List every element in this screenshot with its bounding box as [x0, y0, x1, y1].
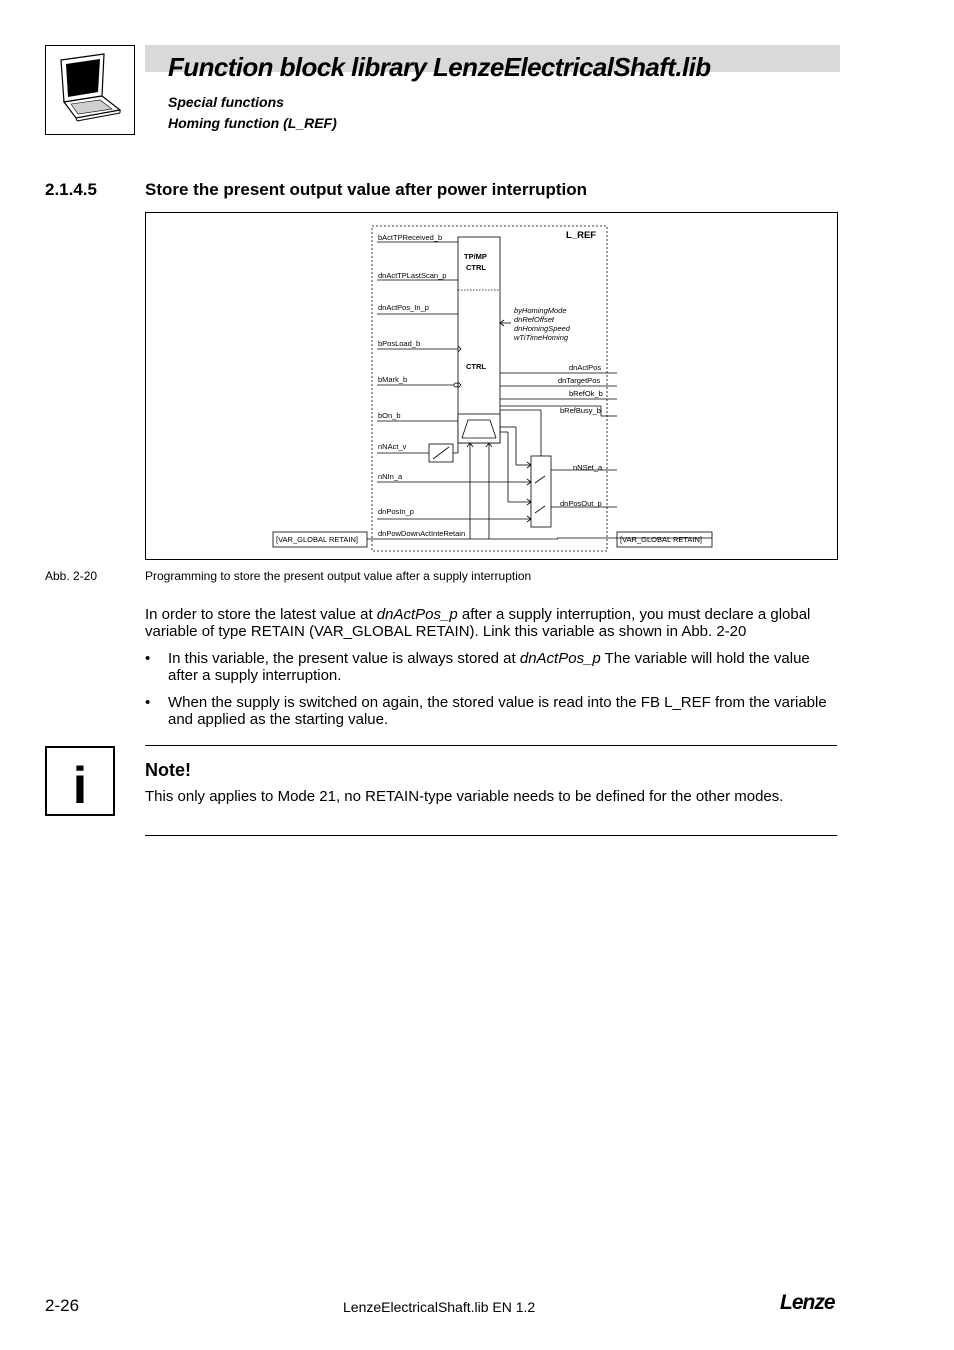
output-label: nNSet_a — [573, 463, 603, 472]
input-label: nNAct_v — [378, 442, 407, 451]
block-name: L_REF — [566, 230, 597, 241]
output-label: bRefOk_b — [569, 389, 603, 398]
input-label: nNIn_a — [378, 472, 403, 481]
input-label: bActTPReceived_b — [378, 233, 443, 242]
info-glyph: i — [72, 757, 88, 814]
note-heading: Note! — [145, 760, 191, 780]
retain-variable-left: [VAR_GLOBAL RETAIN] — [276, 535, 358, 544]
section-title: Store the present output value after power interruption — [145, 180, 588, 199]
note-bottom-divider — [145, 835, 837, 836]
parameter-label: dnRefOffset — [514, 315, 555, 324]
tpmp-ctrl-label: CTRL — [466, 263, 486, 272]
input-label: dnActPos_In_p — [378, 303, 429, 312]
output-label: dnTargetPos — [558, 376, 601, 385]
lenze-logo: Lenze — [780, 1291, 835, 1314]
page-number: 2-26 — [45, 1296, 80, 1315]
tpmp-label: TP/MP — [464, 252, 487, 261]
section-number: 2.1.4.5 — [45, 180, 97, 199]
input-label: bOn_b — [378, 411, 401, 420]
input-label: dnPowDownActInteRetain — [378, 529, 466, 538]
laptop-logo-icon — [45, 45, 135, 135]
input-label: dnPosIn_p — [378, 507, 414, 516]
document-title: Function block library LenzeElectricalShaft.lib — [168, 52, 711, 82]
output-label: bRefBusy_b — [560, 406, 601, 415]
l-ref-block-diagram — [145, 212, 838, 560]
bullet-marker: • — [145, 694, 151, 711]
input-label: dnActTPLastScan_p — [378, 271, 447, 280]
ctrl-label: CTRL — [466, 362, 486, 371]
output-label: dnActPos — [569, 363, 602, 372]
intro-paragraph: In order to store the latest value at dnActPos_p after a supply interruption, you must declare a global variable of type RETAIN (VAR_GLOBAL RETAIN). Link this variable as shown in Abb. 2-20 — [145, 606, 811, 640]
parameter-label: dnHomingSpeed — [514, 324, 570, 333]
parameter-label: wTiTimeHoming — [514, 333, 569, 342]
figure-caption: Programming to store the present output value after a supply interruption — [145, 569, 532, 583]
input-label: bMark_b — [378, 375, 408, 384]
bullet-marker: • — [145, 650, 151, 667]
note-text: This only applies to Mode 21, no RETAIN-type variable needs to be defined for the other modes. — [145, 788, 784, 805]
output-label: dnPosOut_p — [560, 499, 602, 508]
section-subtitle: Homing function (L_REF) — [168, 115, 337, 131]
bullet-item: In this variable, the present value is always stored at dnActPos_p The variable will hold the value after a supply interruption. — [168, 650, 810, 684]
diagram-lines — [146, 213, 839, 561]
parameter-label: byHomingMode — [514, 306, 567, 315]
retain-variable-right: [VAR_GLOBAL RETAIN] — [620, 535, 702, 544]
info-icon — [45, 746, 115, 816]
input-label: bPosLoad_b — [378, 339, 421, 348]
bullet-item: When the supply is switched on again, the stored value is read into the FB L_REF from the variable and applied as the starting value. — [168, 694, 827, 728]
chapter-subtitle: Special functions — [168, 94, 284, 110]
footer-document-id: LenzeElectricalShaft.lib EN 1.2 — [343, 1299, 536, 1315]
note-top-divider — [145, 745, 837, 746]
figure-reference: Abb. 2-20 — [45, 569, 98, 583]
